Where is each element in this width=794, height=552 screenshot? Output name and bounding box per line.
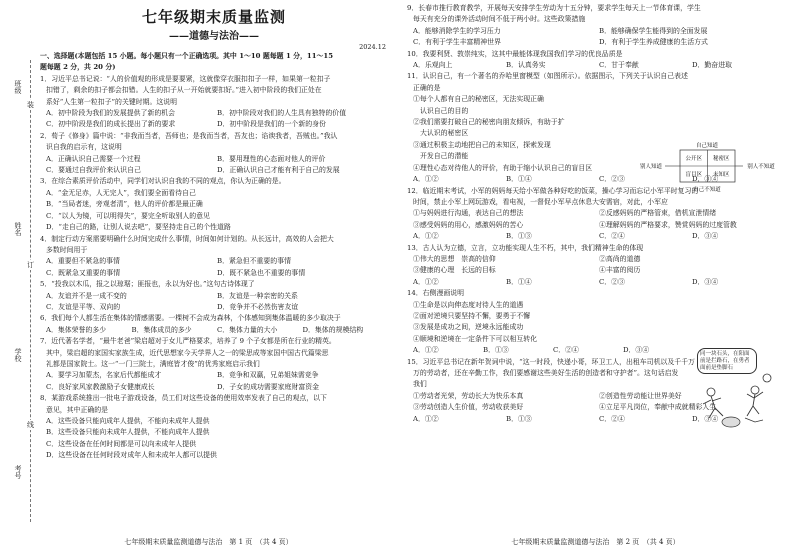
q14-statement: ②面对逆境只要坚持不懈，要勇于不懈 [413,311,531,320]
q15-option-b: B．①③ [506,414,532,423]
question-1 [40,74,388,131]
q5-option-b: B．友谊是一种亲密的关系 [217,291,298,300]
page-2-footer: 七年级期末质量监测道德与法治 第 2 页 （共 4 页） [511,538,680,546]
q15-option-a: A．①② [413,414,439,423]
label-others-know: 别人知道 [639,164,663,170]
q7-option-c: C．良好家风家教激励子女健康成长 [46,382,155,391]
q12-options [407,231,785,242]
q14-option-a: A．①② [413,346,439,355]
climbing-person-head [751,386,759,394]
exam-subtitle: ——道德与法治—— [169,31,259,42]
class-label: 班级 [14,80,22,94]
q15-statement: ②创造性劳动能让世界美好 [599,391,682,400]
q11-statement: ④理性心态对待他人的评价，有助于缩小认识自己的盲目区 [413,163,593,172]
q14-line: 14．右侧漫画说明 [407,289,465,298]
q7-line: 其中，梁启超的家国实家族生成，近代思想家今天学界人之一的梁思成等家国中国古代篇梁思 [46,348,329,357]
climbing-person-icon [747,392,763,416]
q10-option-c: C．甘于奉献 [599,61,639,70]
q3-line: 3．在综合素质评价活动中，同学们对认识自我的不同的观点，你认为正确的是。 [40,177,286,186]
q11-line: 11．认识自己，有一个著名的乔哈里窗模型（如图所示）。依据图示，下列关于认识自己表述 [407,72,688,81]
q4-option-b: B．紧急但不重要的事情 [217,257,291,266]
q15-line: 万的劳动者，还在辛勤工作，我们要感谢这些美好生活的创造者和守护者”。这句话启发 [413,369,679,377]
question-12 [407,186,785,243]
q11-line: 正确的是 [413,83,441,92]
q12-option-a: A．①② [413,232,439,241]
question-14 [407,288,785,356]
q8-option-b: B．这些设备只能向未成年人提供，不能向成年人提供 [46,428,210,437]
q11-statement: ①每个人都有自己的秘密区，无法实现正确 [413,95,544,104]
q12-statement: ②反感妈妈的严格管束，借机宣泄情绪 [599,209,717,218]
q12-statement: ①与妈妈进行沟通，表达自己的想法 [413,209,524,218]
question-8 [40,393,388,461]
q12-option-b: B．①③ [506,232,532,241]
question-6 [40,313,388,336]
q13-option-c: C．②③ [599,277,625,286]
q9-option-a: A．能够消除学生的学习压力 [413,26,501,35]
q11-statement-cont: 开发自己的潜能 [420,152,469,161]
fallen-person-head [707,388,715,396]
q15-line: 我们 [413,380,427,389]
q13-statement: ④丰富的阅历 [599,266,641,275]
q13-option-d: D．③④ [692,277,719,286]
q3-options [40,188,388,234]
q13-option-b: B．①④ [506,277,532,286]
q13-options [407,277,785,288]
binding-mark-zhuang: 装 [27,101,34,109]
q13-line: 13．古人认为立德，立言，立功能实现人生不朽，其中，我们精神生命的体现 [407,243,644,252]
label-others-unknown: 别人不知道 [747,164,775,170]
q4-option-d: D．既不紧急也不重要的事情 [217,268,306,277]
page-1-content [40,0,388,462]
q15-option-d: D．③④ [692,414,719,423]
sun-icon [763,374,771,382]
section-header: 一、选择题(本题包括 15 小题。每小题只有一个正确选项。其中 1～10 题每题 1 分，11～15 [40,52,333,60]
q1-line: 扣错了，剩余的扣子都会扣错。人生的扣子从一开始就要扣好。”进入初中阶段的我们正处在 [46,86,322,95]
section-header-cont: 题每题 2 分，共 20 分) [40,63,116,72]
q3-option-b: B．“当局者迷，旁观者清”，他人的评价都是最正确 [46,200,203,209]
q2-option-a: A．正确认识自己需要一个过程 [46,154,141,163]
q14-statement: ④顺境和逆境在一定条件下可以相互转化 [413,334,538,343]
q7-line: 礼都是国家院士。这一“一门三院士，满庭皆才俊”的优秀家庭启示我们 [46,359,260,368]
q12-statement: ③感受妈妈的用心，感激妈妈的苦心 [413,220,524,229]
q8-line: 8．某游戏系统推出一批电子游戏设备，员工们对这些设备的使用效率发表了自己的观点，以下 [40,394,327,403]
q9-option-b: B．能够确保学生能得到的全面发展 [599,26,708,35]
q2-line: 识自我的启示有，这说明 [46,143,122,152]
q1-option-c: C．初中阶段是我们的成长提出了新的要求 [46,120,176,129]
q3-option-c: C．“以人为镜，可以明得失”，要完全听取别人的意见 [46,211,210,220]
q14-options [407,345,693,356]
q5-option-c: C．友谊是平等、双向的 [46,302,121,311]
q8-option-a: A．这些设备只能向成年人提供，不能向未成年人提供 [46,417,210,425]
comic-illustration [697,348,777,434]
q9-line: 9．长春市推行教育教学，开展每天安排学生劳动为十五分钟，要求学生每天上一节体育课，学生 [407,4,701,12]
q13-statements [407,254,785,277]
q1-option-b: B．初中阶段对我们的人生具有独特的价值 [217,109,347,118]
q11-statement: ③通过积极主动地把自己的未知区，探索发现 [413,140,551,149]
q2-options [40,154,388,177]
q5-option-a: A．友谊并不是一成不变的 [46,291,127,300]
q7-options [40,370,388,393]
q12-line: 时间，禁止小军上网玩游戏，看电视，一督促小军早点休息大安需宿，对此，小军应 [413,197,668,206]
q10-options [407,60,785,71]
binding-mark-xian: 线 [27,421,34,429]
name-label: 姓名 [14,222,22,236]
q11-option-d: D．③④ [692,175,719,184]
q15-statement: ③劳动创造人生价值，劳动收获美好 [413,403,524,412]
q5-line: 5．“投我以木瓜，报之以琼琚；匪报也，永以为好也。”这句古诗体现了 [40,280,255,289]
q4-option-a: A．重要但不紧急的事情 [46,257,120,266]
question-10 [407,49,785,72]
fallen-person-icon [703,396,723,418]
quadrant-unknown: 未知区 [712,172,730,178]
question-9 [407,3,785,49]
q11-option-c: C．②③ [599,175,625,184]
speech-bubble: 同一块石头，在阳面前是拦路石，在勇者面前是垫脚石 [697,348,757,374]
q4-options [40,256,388,279]
q1-option-a: A．初中阶段为我们的发展提供了新的机会 [46,109,176,118]
q10-line: 10．我要利贤、敦崇纯实，这其中最能体现我国我们学习的优良品质是 [407,49,623,58]
q7-option-a: A．要学习加蒙杰，名家后代都能成才 [46,371,162,380]
quadrant-blind: 盲目区 [685,172,702,178]
q11-option-b: B．①④ [506,175,532,184]
quadrant-secret: 秘密区 [712,156,730,162]
q2-option-c: C．要通过自我评价来认识自己 [46,166,141,175]
q15-option-c: C．②④ [599,414,625,423]
q6-option-c: C．集体力量的大小 [217,325,278,334]
q1-line: 1．习近平总书记说：“人的价值观的形成是要要紧，这就像穿衣服扣扣子一样，如果第一粒扣子 [40,74,331,83]
q5-option-d: D．竞争并不必然伤害友谊 [217,302,299,311]
q9-option-c: C．有利于学生丰富精神世界 [413,38,501,47]
q7-option-b: B．竞争和双赢，兄弟姐妹需竞争 [217,371,319,380]
q11-statement-cont: 大认识的秘密区 [420,129,469,138]
johari-window-diagram [627,140,779,192]
q6-option-b: B．集体成员的多少 [131,325,192,334]
q9-option-d: D．有利于学生养成健康的生活方式 [599,38,708,47]
q6-option-d: D．集体的规模结构 [302,325,364,334]
question-13 [407,243,785,289]
q13-option-a: A．①② [413,277,439,286]
q4-line: 多数时间用于 [46,245,88,254]
q12-option-c: C．②④ [599,232,625,241]
q13-statement: ①伟大的思想 崇高的信仰 [413,254,496,263]
q12-option-d: D．③④ [692,232,719,241]
question-2 [40,131,388,177]
q1-line: 系好“人生第一粒扣子”的关键时期。这说明 [46,97,178,106]
q8-option-d: D．这些设备在任何时段对成年人和未成年人都可以提供 [46,451,217,460]
question-5 [40,279,388,313]
exam-page-2 [397,0,794,552]
q5-options [40,291,388,314]
q10-option-b: B．认真务实 [506,61,546,70]
q15-statement: ④立足平凡岗位，奉献中成就精彩人生 [599,403,717,412]
question-7 [40,336,388,393]
q6-option-a: A．集体荣誉的多少 [46,325,107,334]
q9-options [407,26,785,49]
q6-options [40,325,388,336]
q14-option-b: B．①③ [483,346,509,355]
q14-statement: ③发展是成功之间，逆境永远能成功 [413,323,524,332]
school-label: 学校 [14,348,22,362]
q1-option-d: D．初中阶段是我们的一个新的身份 [217,120,326,129]
q12-statements [407,208,785,231]
q13-statement: ②高尚的道德 [599,254,641,263]
q14-option-c: C．②④ [553,346,579,355]
q4-option-c: C．既紧急又重要的事情 [46,268,121,277]
question-3 [40,176,388,233]
q11-statement-cont: 认识自己的目的 [420,106,469,115]
page-1-footer: 七年级期末质量监测道德与法治 第 1 页 （共 4 页） [124,538,293,546]
q11-option-a: A．①② [413,175,439,184]
q8-options [40,416,388,462]
comic-drawing [697,372,777,434]
label-self-knows: 自己知道 [695,143,719,149]
label-self-unknown: 自己不知道 [693,187,721,192]
q13-statement: ③健康的心理 长远的目标 [413,266,496,275]
quadrant-open: 公开区 [685,156,702,162]
q15-line: 15．习近平总书记在新年贺词中说，“这一时段，快递小哥，环卫工人，出租车司机以及千千万 [407,357,695,366]
q2-line: 2．荀子《修身》篇中说：“非我而当者，吾师也；是我而当者，吾友也；谄谀我者，吾贼也。”我认 [40,131,338,140]
exam-number-label: 考号 [14,465,22,479]
q9-line: 每天有充分的课外活动时间不低于两小时。这些政策措施 [413,15,586,24]
q1-options [40,108,388,131]
binding-mark-ding: 订 [27,261,34,269]
q15-statement: ①劳动者光荣，劳动长大为快乐本真 [413,391,524,400]
q4-line: 4．制定行动方案需要明确什么时间完成什么事情，时间如何计划的。从长远计，高效的人会把大 [40,234,334,243]
q10-option-d: D．勤奋进取 [692,61,732,70]
exam-title: 七年级期末质量监测 [141,8,286,26]
q7-line: 7．近代著名学者，“最牛老爸”梁启超对于女儿严格要求，培养了 9 个子女都是所在行业的精英。 [40,337,336,346]
question-4 [40,234,388,280]
q8-line: 意见，其中正确的是 [46,405,109,414]
steps-icon [745,418,763,422]
q6-line: 6．我们每个人都生活在集体的情感需要。一棵树不会成为森林，个体感知到集体温暖的多少取决于 [40,314,341,323]
q8-option-c: C．这些设备在任何时间都是可以向未成年人提供 [46,439,196,448]
q12-line: 12．临近期末考试，小军的妈妈每天给小军做各种好吃的饭菜，操心学习而忘记小军平时复习的 [407,186,699,195]
q3-option-d: D．“走自己的路，让别人说去吧”，要坚持走自己的个性道路 [46,223,231,232]
q10-option-a: A．乐观向上 [413,61,453,70]
q7-option-d: D．子女的成功需要家庭财富资金 [217,382,319,391]
q12-statement: ④理解妈妈的严格要求，赞赏妈妈的过度管教 [599,220,737,229]
q14-statement: ①生命是以向伸态度对待人生的道遇 [413,300,524,309]
binding-line [30,60,31,522]
q3-option-a: A．“金无足赤，人无完人”，我们要全面看待自己 [46,188,196,197]
q11-statement: ②我们需要打破自己的秘密向朋友倾诉，有助于扩 [413,118,565,127]
q14-option-d: D．③④ [623,346,650,355]
stone-icon [722,417,740,427]
exam-date: 2024.12 [359,43,386,51]
q2-option-d: D．正确认识自己才能有利于自己的发展 [217,166,340,175]
q2-option-b: B．要用理性的心态面对他人的评价 [217,154,326,163]
